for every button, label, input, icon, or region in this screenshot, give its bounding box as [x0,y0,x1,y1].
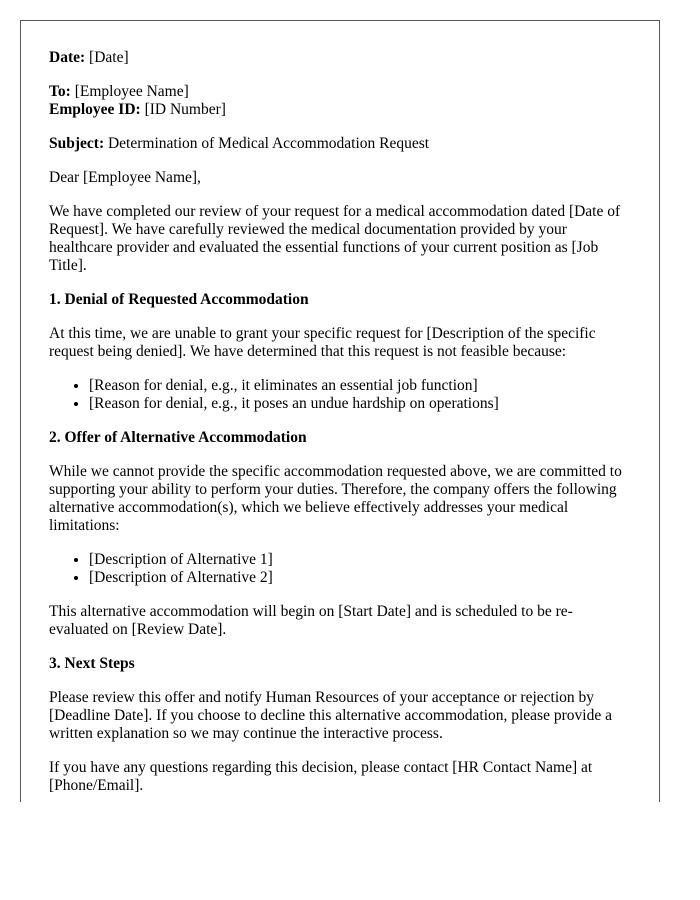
employee-id-line [49,101,631,119]
section2-heading: 2. Offer of Alternative Accommodation [49,429,307,446]
section2-body: While we cannot provide the specific accommodation requested above, we are committed to supporting your ability to perform your duties. Therefore, the company offers the following alternative accommodation(s), which we believe effectively addresses your medical limitations: [49,463,622,534]
contact-paragraph: If you have any questions regarding this decision, please contact [HR Contact Name] at [Phone/Email]. [49,759,593,794]
subject-value: Determination of Medical Accommodation Request [107,135,430,152]
schedule-paragraph: This alternative accommodation will begin on [Start Date] and is scheduled to be re-evaluated on [Review Date]. [49,603,573,638]
to-label: To: [49,83,71,100]
date-line [49,49,631,67]
list-item: • [Reason for denial, e.g., it eliminates an essential job function] [89,377,631,395]
intro-paragraph: We have completed our review of your request for a medical accommodation dated [Date of Request]. We have carefully reviewed the medical documentation provided by your healthcare provider and evaluated the essential functions of your current position as [Job Title]. [49,203,621,274]
employee-id-value: [ID Number] [144,101,226,118]
denial-reasons-list [49,377,631,413]
section3-body: Please review this offer and notify Human Resources of your acceptance or rejection by [Deadline Date]. If you choose to decline this alternative accommodation, please provide a written explanation so we may continue the interactive process. [49,689,612,742]
list-item: • [Description of Alternative 2] [89,569,631,587]
section1-body: At this time, we are unable to grant your specific request for [Description of the specific request being denied]. We have determined that this request is not feasible because: [49,325,596,360]
to-line [49,83,631,101]
alternatives-list [49,551,631,587]
to-value: [Employee Name] [74,83,189,100]
employee-id-label: Employee ID: [49,101,141,118]
salutation: Dear [Employee Name], [49,169,201,186]
subject-label: Subject: [49,135,105,152]
section3-heading: 3. Next Steps [49,655,135,672]
list-item: • [Reason for denial, e.g., it poses an undue hardship on operations] [89,395,631,413]
date-value: [Date] [89,49,129,66]
date-label: Date: [49,49,86,66]
letter-page [20,20,660,802]
section1-heading: 1. Denial of Requested Accommodation [49,291,309,308]
subject-line [49,135,631,153]
list-item: • [Description of Alternative 1] [89,551,631,569]
